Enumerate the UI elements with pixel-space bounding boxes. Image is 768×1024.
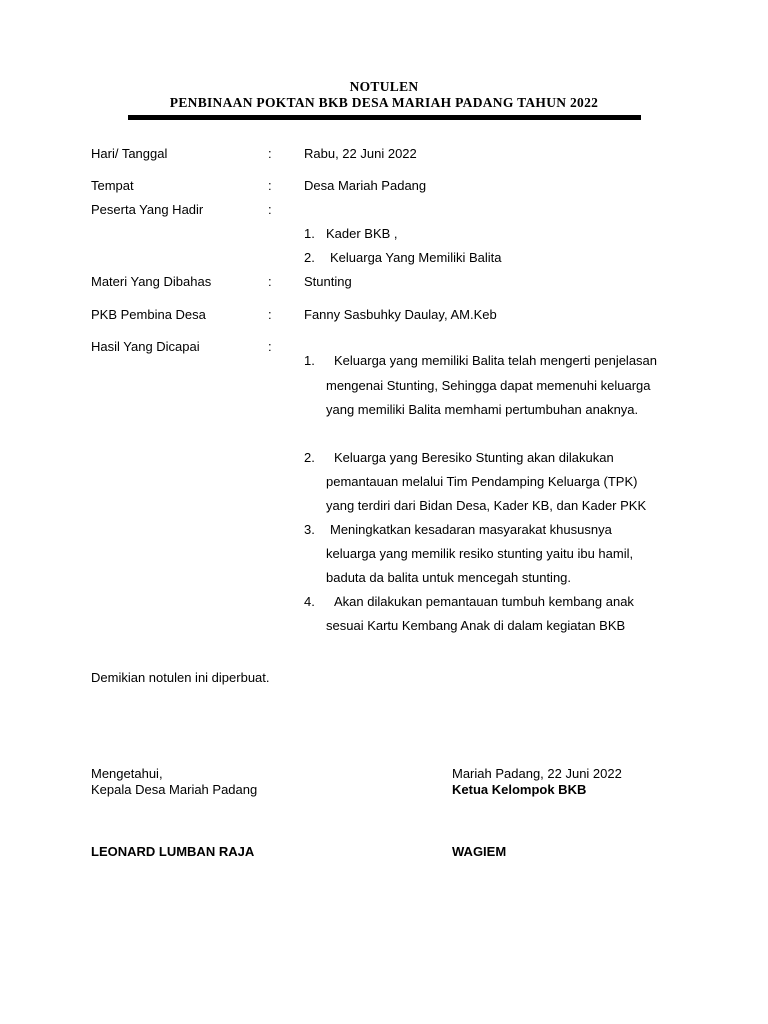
hasil-item-2-line-2: pemantauan melalui Tim Pendamping Keluarga (TPK) bbox=[326, 474, 638, 489]
colon-peserta: : bbox=[268, 202, 272, 217]
hasil-item-2-line-1: Keluarga yang Beresiko Stunting akan dilakukan bbox=[334, 450, 614, 465]
hasil-item-1-line-2: mengenai Stunting, Sehingga dapat memenuhi keluarga bbox=[326, 378, 651, 393]
closing-statement: Demikian notulen ini diperbuat. bbox=[91, 670, 270, 685]
peserta-item-2-num: 2. bbox=[304, 250, 315, 265]
label-hasil: Hasil Yang Dicapai bbox=[91, 339, 200, 354]
hasil-item-3-line-3: baduta da balita untuk mencegah stunting. bbox=[326, 570, 572, 585]
label-tempat: Tempat bbox=[91, 178, 134, 193]
hasil-item-2-num: 2. bbox=[304, 450, 315, 465]
signature-right-name: WAGIEM bbox=[452, 844, 507, 859]
hasil-item-3-line-1: Meningkatkan kesadaran masyarakat khususnya bbox=[330, 522, 612, 537]
hasil-item-4-line-1: Akan dilakukan pemantauan tumbuh kembang anak bbox=[334, 594, 634, 609]
hasil-item-4-line-2: sesuai Kartu Kembang Anak di dalam kegiatan BKB bbox=[326, 618, 626, 633]
value-tempat: Desa Mariah Padang bbox=[304, 178, 427, 193]
colon-tanggal: : bbox=[268, 146, 272, 161]
title-underline bbox=[128, 115, 641, 120]
hasil-item-1-line-1: Keluarga yang memiliki Balita telah mengerti penjelasan bbox=[334, 353, 658, 368]
label-materi: Materi Yang Dibahas bbox=[91, 274, 212, 289]
signature-left-name: LEONARD LUMBAN RAJA bbox=[91, 844, 255, 859]
document-title: NOTULEN bbox=[349, 79, 419, 94]
signature-left-line-2: Kepala Desa Mariah Padang bbox=[91, 782, 258, 797]
colon-tempat: : bbox=[268, 178, 272, 193]
label-pembina: PKB Pembina Desa bbox=[91, 307, 206, 322]
hasil-item-4-num: 4. bbox=[304, 594, 315, 609]
colon-materi: : bbox=[268, 274, 272, 289]
label-peserta: Peserta Yang Hadir bbox=[91, 202, 204, 217]
hasil-item-1-line-3: yang memiliki Balita memhami pertumbuhan anaknya. bbox=[326, 402, 639, 417]
peserta-item-2-text: Keluarga Yang Memiliki Balita bbox=[330, 250, 502, 265]
colon-pembina: : bbox=[268, 307, 272, 322]
hasil-item-1-num: 1. bbox=[304, 353, 315, 368]
hasil-item-2-line-3: yang terdiri dari Bidan Desa, Kader KB, dan Kader PKK bbox=[326, 498, 647, 513]
value-tanggal: Rabu, 22 Juni 2022 bbox=[304, 146, 417, 161]
label-tanggal: Hari/ Tanggal bbox=[91, 146, 168, 161]
value-pembina: Fanny Sasbuhky Daulay, AM.Keb bbox=[304, 307, 497, 322]
peserta-item-1-text: Kader BKB , bbox=[326, 226, 398, 241]
colon-hasil: : bbox=[268, 339, 272, 354]
peserta-item-1-num: 1. bbox=[304, 226, 315, 241]
value-materi: Stunting bbox=[304, 274, 352, 289]
signature-right-line-1: Mariah Padang, 22 Juni 2022 bbox=[452, 766, 622, 781]
document-subtitle: PENBINAAN POKTAN BKB DESA MARIAH PADANG TAHUN 2022 bbox=[169, 95, 599, 110]
signature-left-line-1: Mengetahui, bbox=[91, 766, 163, 781]
hasil-item-3-line-2: keluarga yang memilik resiko stunting yaitu ibu hamil, bbox=[326, 546, 634, 561]
signature-right-line-2: Ketua Kelompok BKB bbox=[452, 782, 587, 797]
hasil-item-3-num: 3. bbox=[304, 522, 315, 537]
